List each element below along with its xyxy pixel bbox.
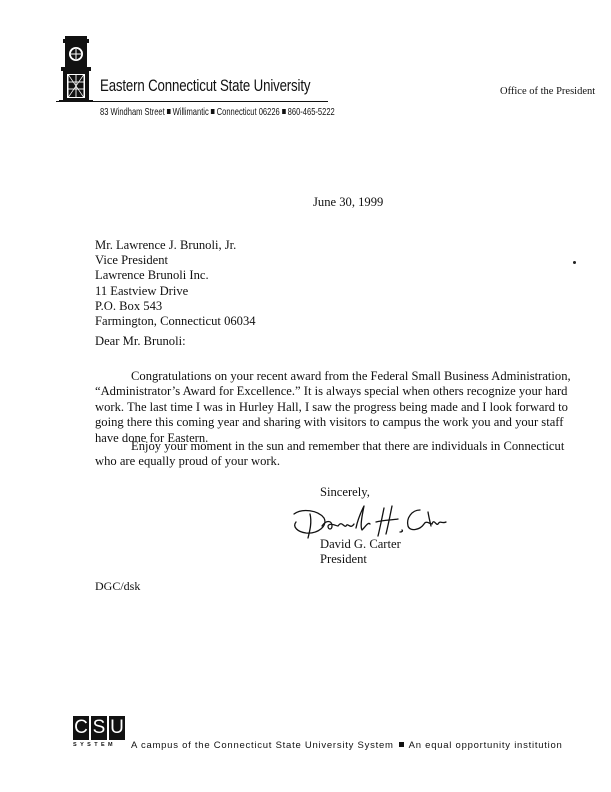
paragraph-line: work. The last time I was in Hurley Hall, I saw the progress being made and I look forward to [95, 399, 568, 414]
csu-letter-s: S [92, 717, 106, 738]
recipient-line: Mr. Lawrence J. Brunoli, Jr. [95, 238, 237, 252]
reference-initials: DGC/dsk [95, 579, 141, 593]
signer-title: President [320, 552, 367, 567]
bullet-separator [282, 109, 286, 114]
address-state-zip: Connecticut 06226 [216, 106, 280, 118]
closing: Sincerely, [320, 485, 370, 499]
footer-eoi-text: An equal opportunity institution [408, 740, 563, 751]
recipient-line: P.O. Box 543 [95, 298, 163, 313]
university-name: Eastern Connecticut State University [100, 76, 311, 95]
address-street: 83 Windham Street [100, 106, 165, 118]
paragraph-line: going there this coming year and sharing with visitors to campus the work you and your staff [95, 415, 564, 430]
letterhead-rule [56, 101, 328, 102]
recipient-line: 11 Eastview Drive [95, 283, 189, 298]
csu-system-logo [73, 716, 125, 740]
bullet-separator [211, 109, 215, 114]
address-city: Willimantic [172, 106, 209, 118]
clock-tower-logo-icon [56, 34, 96, 102]
letterhead-address [100, 106, 335, 118]
office-label: Office of the President [500, 86, 596, 97]
salutation: Dear Mr. Brunoli: [95, 334, 186, 348]
paragraph-1 [95, 369, 571, 446]
bullet-separator [167, 109, 171, 114]
recipient-line: Farmington, Connecticut 06034 [95, 313, 256, 328]
handwritten-signature-icon [288, 500, 453, 542]
paragraph-line: Congratulations on your recent award from the Federal Small Business Administration, [131, 369, 571, 383]
letter-date: June 30, 1999 [313, 195, 384, 209]
paragraph-line: have done for Eastern. [95, 430, 209, 445]
bullet-separator [399, 742, 404, 747]
footer-campus-text: A campus of the Connecticut State University System [131, 740, 394, 751]
paragraph-line: Enjoy your moment in the sun and remember that there are individuals in Connecticut [131, 439, 565, 453]
paragraph-line: “Administrator’s Award for Excellence.” It is always special when others recognize your hard [95, 384, 568, 399]
csu-letter-c: C [74, 717, 88, 738]
csu-letter-u: U [110, 717, 124, 738]
recipient-line: Lawrence Brunoli Inc. [95, 268, 209, 283]
signer-name: David G. Carter [320, 537, 401, 551]
paragraph-2 [95, 439, 564, 470]
footer-tagline [131, 740, 563, 751]
recipient-address [95, 238, 256, 329]
address-phone: 860-465-5222 [287, 106, 335, 118]
paper-speck [573, 261, 576, 264]
system-word: SYSTEM [73, 742, 117, 748]
paragraph-line: who are equally proud of your work. [95, 454, 281, 469]
recipient-line: Vice President [95, 253, 169, 268]
signer-block [320, 537, 401, 567]
